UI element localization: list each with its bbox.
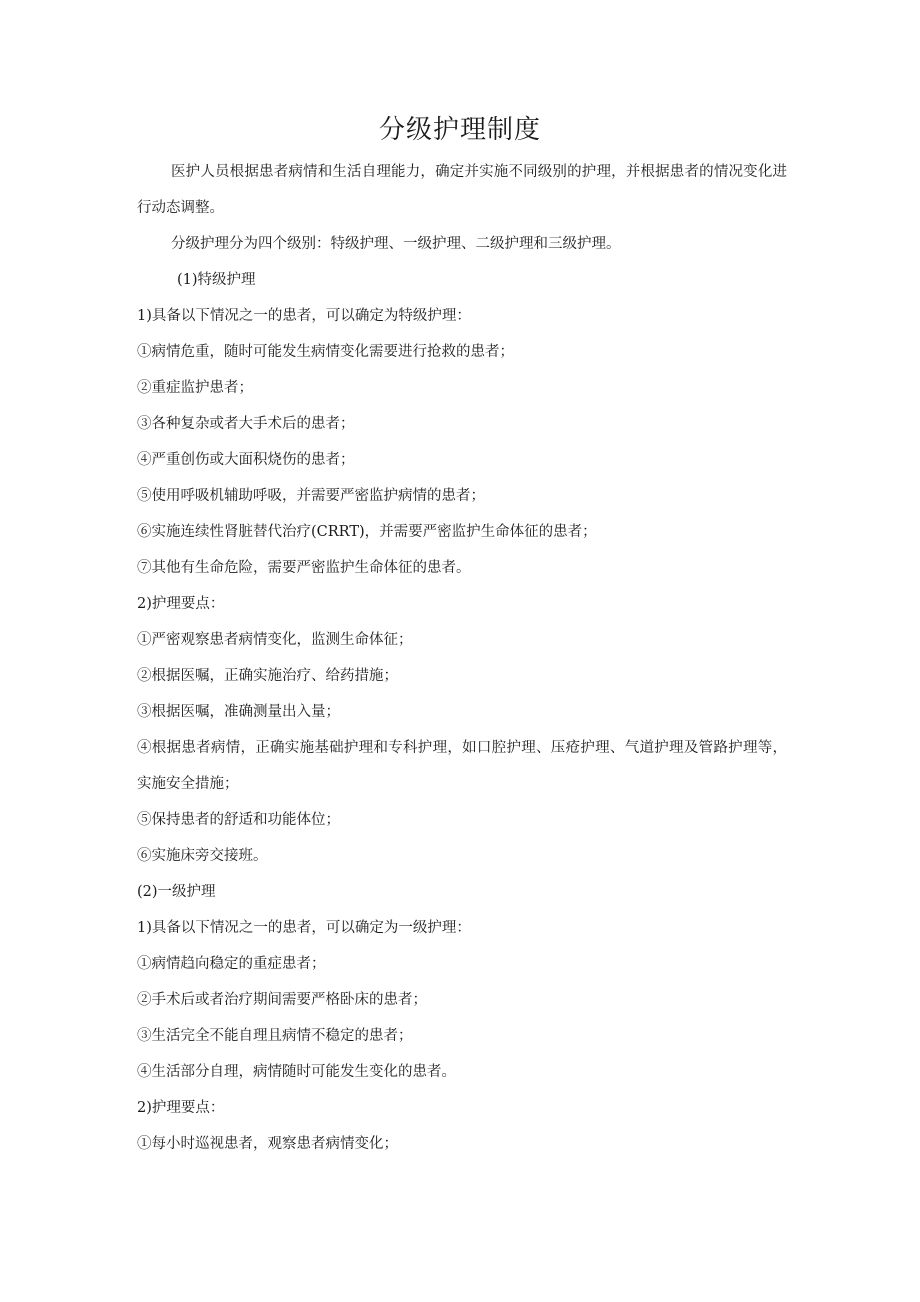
- list-item: 1)具备以下情况之一的患者，可以确定为特级护理：: [137, 308, 471, 324]
- section-heading-first: (2)一级护理: [137, 884, 216, 900]
- list-item: ③各种复杂或者大手术后的患者；: [137, 416, 355, 432]
- list-item: ②根据医嘱，正确实施治疗、给药措施；: [137, 668, 398, 684]
- list-item: 1)具备以下情况之一的患者，可以确定为一级护理：: [137, 920, 471, 936]
- list-item: ①病情趋向稳定的重症患者；: [137, 956, 326, 972]
- list-item: ②手术后或者治疗期间需要严格卧床的患者；: [137, 992, 427, 1008]
- sub-heading: 2)护理要点：: [137, 1100, 225, 1116]
- list-item: ④根据患者病情，正确实施基础护理和专科护理，如口腔护理、压疮护理、气道护理及管路护理等，实施安全措施；: [137, 740, 787, 792]
- section-heading-special: (1)特级护理: [177, 272, 256, 288]
- document-title: 分级护理制度: [378, 115, 541, 145]
- list-item: ⑦其他有生命危险，需要严密监护生命体征的患者。: [137, 560, 471, 576]
- list-item: ③根据医嘱，准确测量出入量；: [137, 704, 340, 720]
- intro-paragraph: 医护人员根据患者病情和生活自理能力，确定并实施不同级别的护理，并根据患者的情况变化进行动态调整。: [137, 164, 787, 216]
- list-item: ④生活部分自理，病情随时可能发生变化的患者。: [137, 1064, 456, 1080]
- list-item: ①每小时巡视患者，观察患者病情变化；: [137, 1136, 398, 1152]
- list-item: ③生活完全不能自理且病情不稳定的患者；: [137, 1028, 413, 1044]
- sub-heading: 2)护理要点：: [137, 596, 225, 612]
- list-item: ⑥实施连续性肾脏替代治疗(CRRT)，并需要严密监护生命体征的患者；: [137, 524, 597, 540]
- list-item: ④严重创伤或大面积烧伤的患者；: [137, 452, 355, 468]
- levels-paragraph: 分级护理分为四个级别：特级护理、一级护理、二级护理和三级护理。: [171, 236, 621, 252]
- list-item: ⑤使用呼吸机辅助呼吸，并需要严密监护病情的患者；: [137, 488, 485, 504]
- list-item: ①病情危重，随时可能发生病情变化需要进行抢救的患者；: [137, 344, 514, 360]
- list-item: ⑤保持患者的舒适和功能体位；: [137, 812, 340, 828]
- list-item: ⑥实施床旁交接班。: [137, 848, 268, 864]
- list-item: ①严密观察患者病情变化，监测生命体征；: [137, 632, 413, 648]
- list-item: ②重症监护患者；: [137, 380, 253, 396]
